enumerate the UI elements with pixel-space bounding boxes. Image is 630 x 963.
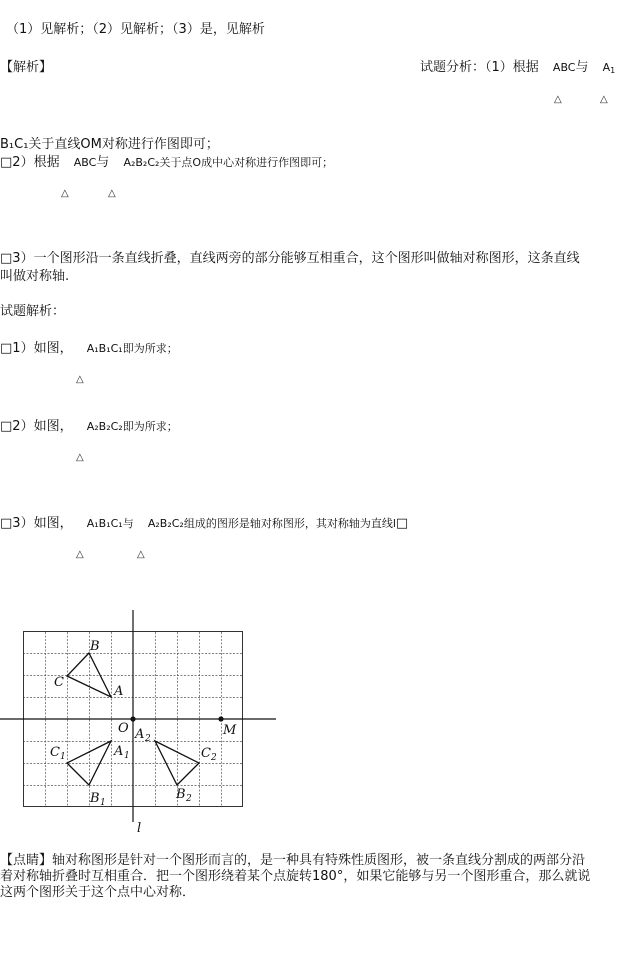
- a2b2c2-center: A₂B₂C₂关于点O成中心对称进行作图即可；: [123, 156, 334, 169]
- missing-glyph: □: [395, 516, 409, 531]
- triangle-symbol: △: [554, 94, 562, 105]
- label-a1: A: [114, 744, 124, 759]
- abc-label: ABC: [552, 61, 576, 74]
- analysis-header: 【解析】: [0, 60, 53, 75]
- triangle-symbol: △: [108, 188, 116, 199]
- comment-line1: 【点睛】轴对称图形是针对一个图形而言的，是一种具有特殊性质图形，被一条直线分割成的两部分沿: [0, 853, 586, 868]
- label-a2-sub: 2: [145, 734, 151, 744]
- missing-glyph: □: [0, 419, 13, 434]
- label-c2-sub: 2: [211, 753, 217, 763]
- label-c1: C: [50, 745, 60, 760]
- triangle-symbol: △: [76, 374, 84, 385]
- triangle-abc: [67, 653, 111, 697]
- label-b1-sub: 1: [100, 798, 106, 808]
- s2-prefix: 2）如图，: [12, 419, 73, 434]
- s2-line: [0, 419, 178, 435]
- label-b: B: [90, 639, 100, 654]
- s3-triangle1: A₁B₁C₁与: [86, 517, 134, 530]
- s1-triangle: A₁B₁C₁即为所求；: [86, 342, 178, 355]
- yu-label: 与: [96, 155, 110, 170]
- p3-line1-text: 3）一个图形沿一条直线折叠，直线两旁的部分能够互相重合，这个图形叫做轴对称图形，这条直线: [12, 251, 580, 266]
- p3-line1: [0, 251, 580, 267]
- abc-label: ABC: [73, 156, 97, 169]
- p2-line: [0, 155, 333, 171]
- answer-line: （1）见解析；（2）见解析；（3）是，见解析: [6, 22, 265, 37]
- symmetry-figure: [0, 610, 300, 842]
- missing-glyph: □: [0, 516, 13, 531]
- label-c: C: [54, 675, 64, 690]
- missing-glyph: □: [0, 251, 13, 266]
- s2-triangle: A₂B₂C₂即为所求；: [86, 420, 178, 433]
- label-l: l: [137, 821, 142, 836]
- label-m: M: [223, 723, 237, 738]
- triangle-a1b1c1: [67, 741, 111, 785]
- comment-line2: 着对称轴折叠时互相重合．把一个图形绕着某个点旋转180°，如果它能够与另一个图形重合，那么就说: [0, 869, 591, 884]
- solution-header: 试题解析：: [0, 304, 66, 319]
- missing-glyph: □: [0, 341, 13, 356]
- analysis-intro: [420, 60, 615, 76]
- s1-line: [0, 341, 178, 357]
- label-a: A: [114, 684, 124, 699]
- a1-label: $A_1$: [602, 61, 616, 75]
- label-o: O: [118, 721, 129, 736]
- label-a1-sub: 1: [124, 751, 130, 761]
- label-c1-sub: 1: [60, 752, 66, 762]
- point-o: [130, 716, 135, 721]
- comment-line3: 这两个图形关于这个点中心对称．: [0, 885, 196, 900]
- p3-line2: 叫做对称轴.: [0, 269, 70, 284]
- label-b2-sub: 2: [186, 794, 192, 804]
- triangle-symbol: △: [61, 188, 69, 199]
- analysis-intro-text: 试题分析：（1）根据: [420, 60, 539, 75]
- triangle-symbol: △: [76, 452, 84, 463]
- triangle-symbol: △: [137, 549, 145, 560]
- triangle-a2b2c2: [155, 741, 199, 785]
- missing-glyph: □: [0, 155, 13, 170]
- s3-line: [0, 516, 408, 532]
- label-a2: A: [135, 727, 145, 742]
- yu-label: 与: [575, 60, 589, 75]
- s3-prefix: 3）如图，: [12, 516, 73, 531]
- label-b1: B: [90, 791, 100, 806]
- p2-prefix: 2）根据: [12, 155, 60, 170]
- s3-triangle2: A₂B₂C₂组成的图形是轴对称图形，其对称轴为直线l: [147, 517, 396, 530]
- label-c2: C: [201, 746, 211, 761]
- s1-prefix: 1）如图，: [12, 341, 73, 356]
- triangle-symbol: △: [76, 549, 84, 560]
- triangle-symbol: △: [600, 94, 608, 105]
- point-m: [218, 716, 223, 721]
- label-b2: B: [176, 787, 186, 802]
- b1c1-om-line: B₁C₁关于直线OM对称进行作图即可；: [0, 137, 219, 152]
